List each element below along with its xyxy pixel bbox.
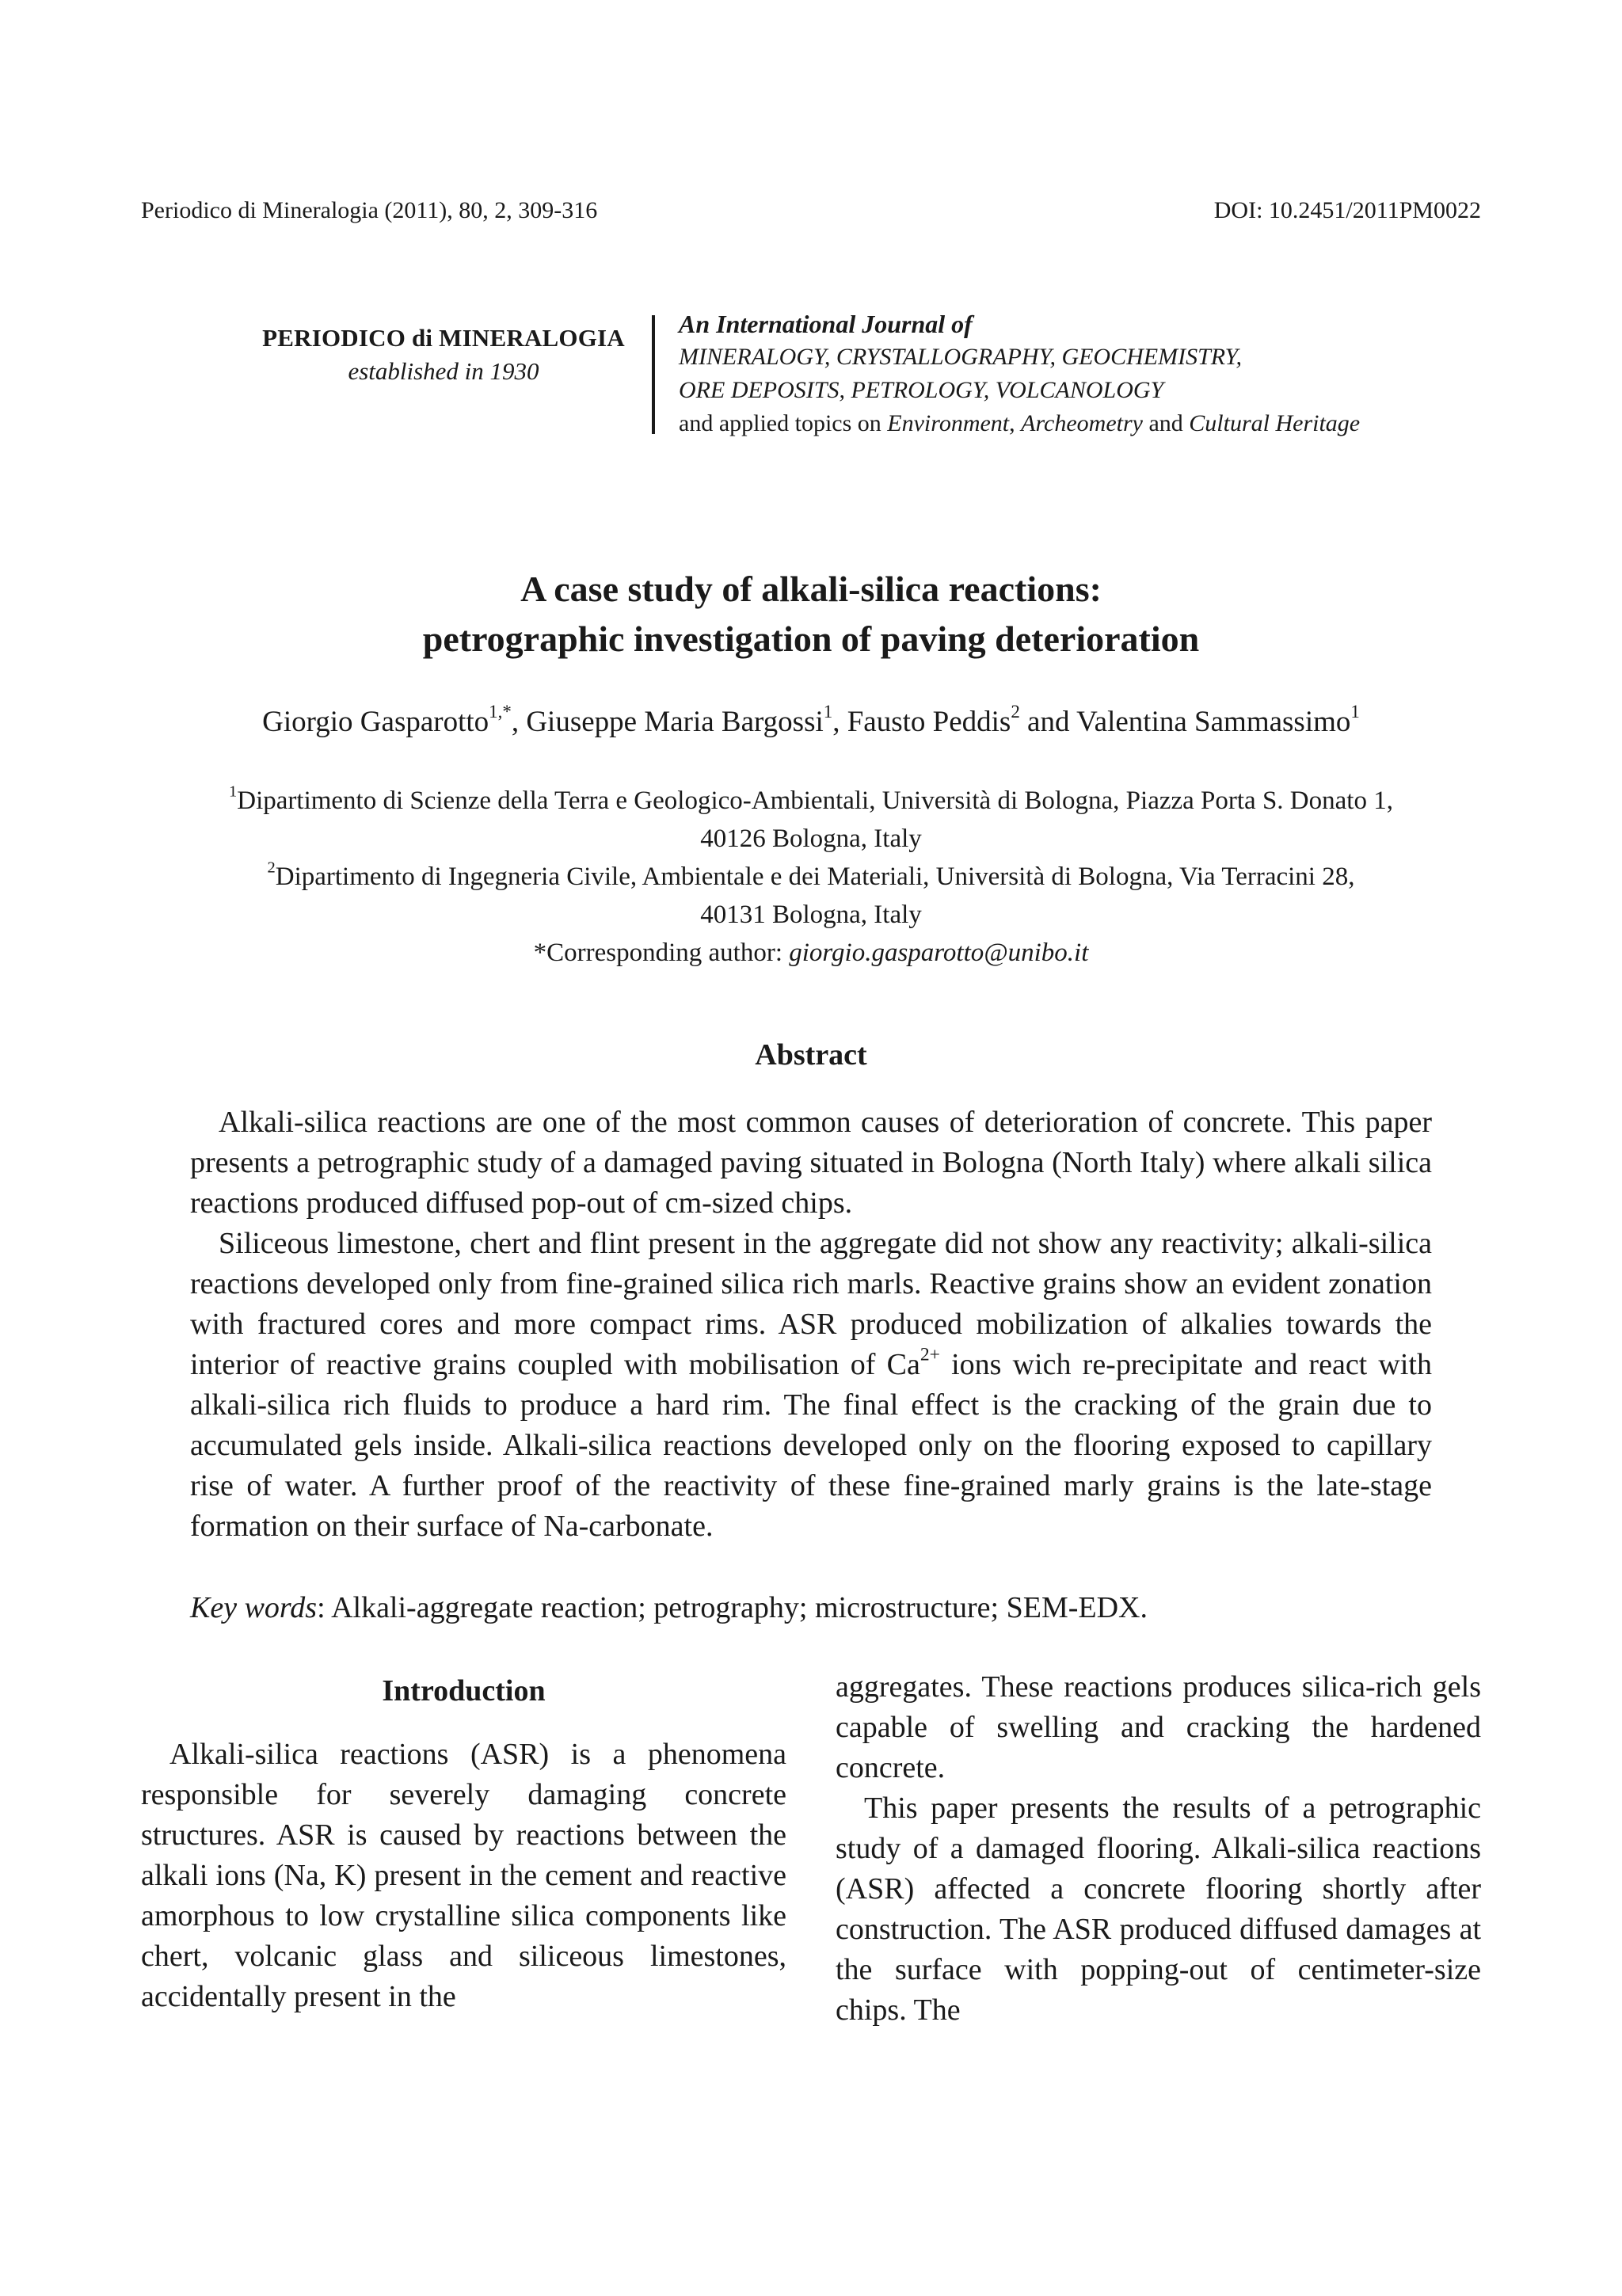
journal-topics-line: MINERALOGY, CRYSTALLOGRAPHY, GEOCHEMISTRY, bbox=[679, 344, 1242, 370]
affiliation-address: 40131 Bologna, Italy bbox=[700, 901, 922, 929]
abstract-paragraph: Alkali-silica reactions are one of the most common causes of deterioration of concrete. This paper presents a petrographic study of a damaged paving situated in Bologna (North Italy) where alkali silica reactions produced diffused pop-out of cm-sized chips. bbox=[190, 1106, 1432, 1220]
body-column-right bbox=[836, 1667, 1481, 2031]
journal-subtitle: An International Journal of bbox=[679, 310, 973, 338]
body-paragraph: Alkali-silica reactions (ASR) is a phenomena responsible for severely damaging concrete structures. ASR is caused by reactions between the alkali ions (Na, K) present in the cement and reactive amorphous to low crystalline silica components like chert, volcanic glass and siliceous limestones, accidentally present in the bbox=[141, 1738, 786, 2013]
masthead-divider bbox=[652, 315, 655, 434]
journal-name: PERIODICO di MINERALOGIA bbox=[262, 324, 625, 352]
topic-archeometry: Archeometry bbox=[1021, 410, 1143, 436]
body-paragraph: This paper presents the results of a petrographic study of a damaged flooring. Alkali-silica reactions (ASR) affected a concrete flooring shortly after construction. The ASR produced diffused damages at the surface with popping-out of centimeter-size chips. The bbox=[836, 1791, 1481, 2027]
title-line: petrographic investigation of paving deterioration bbox=[422, 619, 1200, 659]
topic-environment: Environment bbox=[887, 410, 1010, 436]
running-head-citation: Periodico di Mineralogia (2011), 80, 2, 309-316 bbox=[141, 197, 598, 223]
running-head-doi: DOI: 10.2451/2011PM0022 bbox=[1213, 197, 1481, 223]
journal-masthead-left bbox=[238, 322, 649, 388]
keywords: Key words: Alkali-aggregate reaction; petrography; microstructure; SEM-EDX. bbox=[190, 1591, 1148, 1624]
title-line: A case study of alkali-silica reactions: bbox=[520, 569, 1102, 609]
paper-title bbox=[79, 564, 1543, 664]
affiliation: $^2$Dipartimento di Ingegneria Civile, Ambientale e dei Materiali, Università di Bologna, Via Terracini 28, bbox=[267, 859, 1355, 891]
author: Giuseppe Maria Bargossi$^1$ bbox=[526, 701, 833, 738]
author: Giorgio Gasparotto$^{1,*}$ bbox=[262, 701, 512, 738]
affiliations bbox=[119, 782, 1503, 972]
separator: , bbox=[1009, 410, 1022, 436]
abstract-paragraph: Siliceous limestone, chert and flint present in the aggregate did not show any reactivity; alkali-silica reactions developed only from fine-grained silica rich marls. Reactive grains show an evident zonation with fractured cores and more compact rims. ASR produced mobilization of alkalies towards the interior of reactive grains coupled with mobilisation of $Ca^{2+}$ ions wich re-precipitate and react with alkali-silica rich fluids to produce a hard rim. The final effect is the cracking of the grain due to accumulated gels inside. Alkali-silica reactions developed only on the flooring exposed to capillary rise of water. A further proof of the reactivity of these fine-grained marly grains is the late-stage formation on their surface of Na-carbonate. bbox=[190, 1227, 1432, 1543]
established-year: established in 1930 bbox=[348, 357, 539, 385]
journal-topics-line: ORE DEPOSITS, PETROLOGY, VOLCANOLOGY bbox=[679, 377, 1164, 403]
journal-applied-topics bbox=[679, 407, 1487, 440]
applied-topics-prefix: and applied topics on bbox=[679, 410, 888, 436]
corresponding-author: *Corresponding author: giorgio.gasparotto@unibo.it bbox=[533, 939, 1089, 967]
abstract-body bbox=[190, 1102, 1432, 1547]
keywords-label: Key words bbox=[190, 1591, 318, 1624]
section-heading-introduction: Introduction bbox=[382, 1674, 546, 1708]
body-paragraph: aggregates. These reactions produces silica-rich gels capable of swelling and cracking the hardened concrete. bbox=[836, 1670, 1481, 1784]
topic-cultural-heritage: Cultural Heritage bbox=[1189, 410, 1361, 436]
author: Valentina Sammassimo$^1$ bbox=[1076, 701, 1360, 738]
journal-masthead-right bbox=[679, 307, 1487, 440]
author-list: Giorgio Gasparotto$^{1,*}$, Giuseppe Maria Bargossi$^1$, Fausto Peddis$^2$ and Valentina Sammassimo$^1$ bbox=[262, 701, 1360, 738]
author: Fausto Peddis$^2$ bbox=[847, 701, 1020, 738]
keywords-text: Alkali-aggregate reaction; petrography; microstructure; SEM-EDX. bbox=[331, 1591, 1148, 1624]
affiliation-address: 40126 Bologna, Italy bbox=[700, 824, 922, 853]
body-column-left bbox=[141, 1671, 786, 2017]
affiliation: $^1$Dipartimento di Scienze della Terra e Geologico-Ambientali, Università di Bologna, Piazza Porta S. Donato 1, bbox=[229, 782, 1393, 815]
corresponding-email[interactable]: giorgio.gasparotto@unibo.it bbox=[789, 939, 1089, 967]
abstract-heading: Abstract bbox=[755, 1038, 867, 1072]
separator: and bbox=[1142, 410, 1190, 436]
